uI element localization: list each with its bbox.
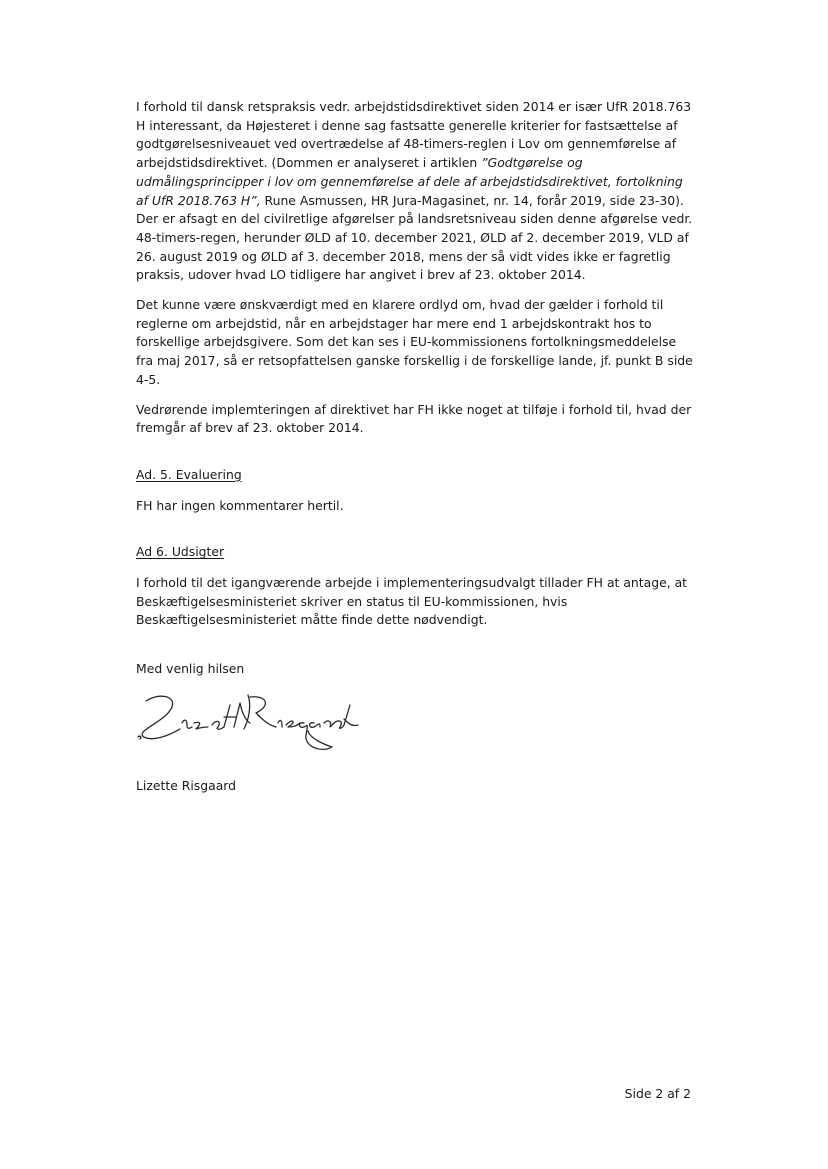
closing-greeting: Med venlig hilsen [136,661,245,677]
section-5-text: FH har ingen kommentarer hertil. [136,497,344,513]
signer-name: Lizette Risgaard [136,777,237,793]
paragraph-implementation: Vedrørende implemteringen af direktivet har FH ikke noget at tilføje i forhold til, hvad der fremgår af brev af 23. oktober 2014. [136,401,692,436]
page-number: Side 2 af 2 [624,1086,691,1101]
letter-page [136,98,696,807]
section-5-heading: Ad. 5. Evaluering [136,466,242,482]
case-law-text-end: Rune Asmussen, HR Jura-Magasinet, nr. 14, forår 2019, side 23-30). Der er afsagt en del civilretlige afgørelser på landsretsniveau siden denne afgørelse vedr. 48-timers-regen, herunder ØLD af 10. december 2021, ØLD af 2. december 2019, VLD af 26. august 2019 og ØLD af 3. december 2018, mens der så vidt vides ikke er fagretlig praksis, udover hvad LO tidligere har angivet i brev af 23. oktober 2014. [136,192,693,283]
section-6-text: I forhold til det igangværende arbejde i implementeringsudvalgt tillader FH at antage, at Beskæftigelsesministeriet skriver en status til EU-kommissionen, hvis Beskæftigelsesministeriet måtte finde dette nødvendigt. [136,575,688,628]
article-title: ”Godtgørelse og udmålingsprincipper i lov om gennemførelse af dele af arbejdstidsdirektivet, fortolkning af UfR 2018.763 H”, [136,155,683,208]
handwritten-signature [132,687,372,767]
paragraph-multiple-contracts: Det kunne være ønskværdigt med en klarere ordlyd om, hvad der gælder i forhold til reglerne om arbejdstid, når en arbejdstager har mere end 1 arbejdskontrakt hos to forskellige arbejdsgivere. Som det kan ses i EU-kommissionens fortolkningsmeddelelse fra maj 2017, så er retsopfattelsen ganske forskellig i de forskellige lande, jf. punkt B side 4-5. [136,297,693,387]
case-law-text-start: I forhold til dansk retspraksis vedr. arbejdstidsdirektivet siden 2014 er især UfR 2018.763 H interessant, da Højesteret i denne sag fastsatte generelle kriterier for fastsættelse af godtgørelsesniveauet ved overtrædelse af 48-timers-reglen i Lov om gennemførelse af arbejdstidsdirektivet. (Dommen er analyseret i artiklen [136,99,692,171]
section-6-heading: Ad 6. Udsigter [136,544,225,560]
paragraph-case-law [136,98,696,285]
